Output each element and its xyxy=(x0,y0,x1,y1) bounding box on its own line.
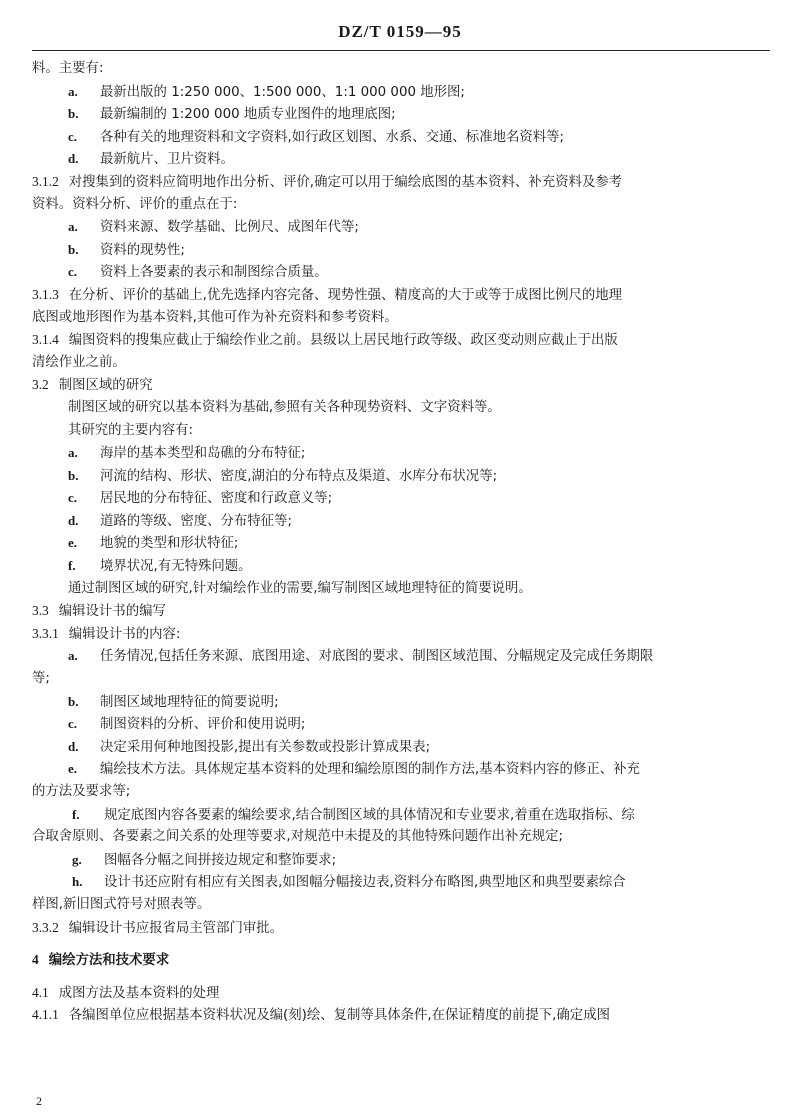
paragraph-line xyxy=(32,352,772,375)
list-item-text: 设计书还应附有相应有关图表,如图幅分幅接边表,资料分布略图,典型地区和典型要素综合 xyxy=(104,875,626,891)
paragraph-line xyxy=(32,578,772,601)
list-item-label: a. xyxy=(68,219,78,235)
list-item xyxy=(32,736,772,759)
list-item-label: b. xyxy=(68,467,79,483)
paragraph-line xyxy=(32,781,772,804)
list-item-text: 规定底图内容各要素的编绘要求,结合制图区域的具体情况和专业要求,着重在选取指标、综 xyxy=(104,807,635,823)
list-item-text: 图幅各分幅之间拼接边规定和整饰要求; xyxy=(104,852,337,868)
clause-number: 4.1 xyxy=(32,984,49,1000)
line-text: 合取舍原则、各要素之间关系的处理等要求,对规范中未提及的其他特殊问题作出补充规定; xyxy=(32,829,563,845)
line-text: 清绘作业之前。 xyxy=(32,354,126,370)
list-item xyxy=(32,103,772,126)
list-item-label: e. xyxy=(68,535,78,551)
list-item-label: b. xyxy=(68,693,79,709)
paragraph-line xyxy=(32,194,772,217)
list-item-label: f. xyxy=(72,806,80,822)
list-item-text: 河流的结构、形状、密度,湖泊的分布特点及渠道、水库分布状况等; xyxy=(100,468,498,484)
list-item-label: e. xyxy=(68,761,78,777)
page-header-standard-code: DZ/T 0159—95 xyxy=(338,22,462,41)
clause-number: 3.1.2 xyxy=(32,173,59,189)
list-item-label: f. xyxy=(68,558,76,574)
line-text: 通过制图区域的研究,针对编绘作业的需要,编写制图区域地理特征的简要说明。 xyxy=(68,580,532,596)
list-item-label: a. xyxy=(68,83,78,99)
list-item-text: 海岸的基本类型和岛礁的分布特征; xyxy=(100,446,306,462)
list-item-label: c. xyxy=(68,128,78,144)
list-item-text: 最新编制的 1:200 000 地质专业图件的地理底图; xyxy=(100,107,396,123)
paragraph-line xyxy=(32,668,772,691)
list-item-label: c. xyxy=(68,716,78,732)
list-item-text: 资料的现势性; xyxy=(100,242,185,258)
paragraph-line xyxy=(32,397,772,420)
paragraph-line xyxy=(32,420,772,443)
list-item xyxy=(32,758,772,781)
list-item-text: 境界状况,有无特殊问题。 xyxy=(100,559,252,575)
list-item-text: 最新出版的 1:250 000、1:500 000、1:1 000 000 地形图; xyxy=(100,84,465,100)
clause-number: 3.3 xyxy=(32,603,49,619)
line-text: 料。主要有: xyxy=(32,61,104,76)
clause-number: 3.3.2 xyxy=(32,919,59,935)
list-item xyxy=(32,645,772,668)
clause-text: 编图资料的搜集应截止于编绘作业之前。县级以上居民地行政等级、政区变动则应截止于出版 xyxy=(68,333,618,349)
list-item-label: d. xyxy=(68,738,79,754)
list-item-text: 道路的等级、密度、分布特征等; xyxy=(100,513,292,529)
clause-line xyxy=(32,374,772,397)
list-item xyxy=(32,81,772,104)
line-text: 的方法及要求等; xyxy=(32,784,131,799)
paragraph-line xyxy=(32,58,772,81)
clause-line xyxy=(32,623,772,646)
section-heading xyxy=(32,949,772,972)
line-text: 等; xyxy=(32,671,50,687)
list-item-label: b. xyxy=(68,241,79,257)
clause-text: 各编图单位应根据基本资料状况及编(刻)绘、复制等具体条件,在保证精度的前提下,确定成图 xyxy=(68,1008,610,1024)
clause-number: 3.1.4 xyxy=(32,332,59,348)
list-item xyxy=(32,487,772,510)
list-item-label: a. xyxy=(68,648,78,664)
paragraph-line xyxy=(32,307,772,330)
list-item-label: b. xyxy=(68,106,79,122)
spacer xyxy=(32,939,772,949)
clause-line xyxy=(32,600,772,623)
clause-text: 编绘方法和技术要求 xyxy=(48,953,170,969)
list-item-label: d. xyxy=(68,151,79,167)
clause-line xyxy=(32,171,772,194)
list-item-label: g. xyxy=(72,851,82,867)
list-item xyxy=(32,555,772,578)
list-item-text: 最新航片、卫片资料。 xyxy=(100,152,234,168)
clause-number: 3.1.3 xyxy=(32,286,59,302)
clause-line xyxy=(32,284,772,307)
line-text: 制图区域的研究以基本资料为基础,参照有关各种现势资料、文字资料等。 xyxy=(68,399,501,415)
list-item xyxy=(32,871,772,894)
list-item xyxy=(32,532,772,555)
clause-text: 对搜集到的资料应简明地作出分析、评价,确定可以用于编绘底图的基本资料、补充资料及参考 xyxy=(68,174,623,190)
clause-line xyxy=(32,329,772,352)
list-item-text: 居民地的分布特征、密度和行政意义等; xyxy=(100,491,333,507)
list-item xyxy=(32,126,772,149)
line-text: 资料。资料分析、评价的重点在于: xyxy=(32,196,238,212)
clause-text: 在分析、评价的基础上,优先选择内容完备、现势性强、精度高的大于或等于成图比例尺的地理 xyxy=(68,287,623,303)
list-item-text: 地貌的类型和形状特征; xyxy=(100,536,239,552)
list-item-text: 编绘技术方法。具体规定基本资料的处理和编绘原图的制作方法,基本资料内容的修正、补充 xyxy=(100,762,640,778)
list-item xyxy=(32,465,772,488)
list-item-label: d. xyxy=(68,512,79,528)
list-item xyxy=(32,261,772,284)
clause-line xyxy=(32,982,772,1005)
list-item xyxy=(32,442,772,465)
list-item-label: h. xyxy=(72,874,83,890)
header-rule xyxy=(32,50,770,51)
list-item-text: 制图资料的分析、评价和使用说明; xyxy=(100,717,306,733)
list-item-text: 任务情况,包括任务来源、底图用途、对底图的要求、制图区域范围、分幅规定及完成任务期限 xyxy=(100,649,654,665)
line-text: 样图,新旧图式符号对照表等。 xyxy=(32,896,211,912)
list-item-text: 资料上各要素的表示和制图综合质量。 xyxy=(100,265,328,281)
spacer xyxy=(32,972,772,982)
list-item-text: 资料来源、数学基础、比例尺、成图年代等; xyxy=(100,220,359,236)
clause-number: 3.3.1 xyxy=(32,625,59,641)
clause-text: 成图方法及基本资料的处理 xyxy=(58,985,220,1001)
clause-line xyxy=(32,917,772,940)
line-text: 底图或地形图作为基本资料,其他可作为补充资料和参考资料。 xyxy=(32,309,398,325)
list-item xyxy=(32,239,772,262)
list-item-label: c. xyxy=(68,490,78,506)
list-item-label: c. xyxy=(68,264,78,280)
list-item xyxy=(32,510,772,533)
paragraph-line xyxy=(32,826,772,849)
list-item xyxy=(32,691,772,714)
list-item-text: 决定采用何种地图投影,提出有关参数或投影计算成果表; xyxy=(100,739,431,755)
clause-number: 4.1.1 xyxy=(32,1007,59,1023)
list-item xyxy=(32,849,772,872)
clause-text: 制图区域的研究 xyxy=(58,378,153,394)
list-item xyxy=(32,216,772,239)
page-number: 2 xyxy=(36,1094,42,1108)
document-body xyxy=(32,58,772,1027)
paragraph-line xyxy=(32,894,772,917)
clause-line xyxy=(32,1004,772,1027)
list-item-text: 各种有关的地理资料和文字资料,如行政区划图、水系、交通、标准地名资料等; xyxy=(100,129,565,145)
list-item xyxy=(32,148,772,171)
clause-text: 编辑设计书应报省局主管部门审批。 xyxy=(68,920,284,936)
clause-number: 4 xyxy=(32,952,39,968)
list-item-label: a. xyxy=(68,445,78,461)
list-item xyxy=(32,804,772,827)
list-item xyxy=(32,713,772,736)
line-text: 其研究的主要内容有: xyxy=(68,422,194,438)
list-item-text: 制图区域地理特征的简要说明; xyxy=(100,694,279,710)
clause-number: 3.2 xyxy=(32,377,49,393)
clause-text: 编辑设计书的编写 xyxy=(58,604,166,620)
clause-text: 编辑设计书的内容: xyxy=(68,626,181,642)
